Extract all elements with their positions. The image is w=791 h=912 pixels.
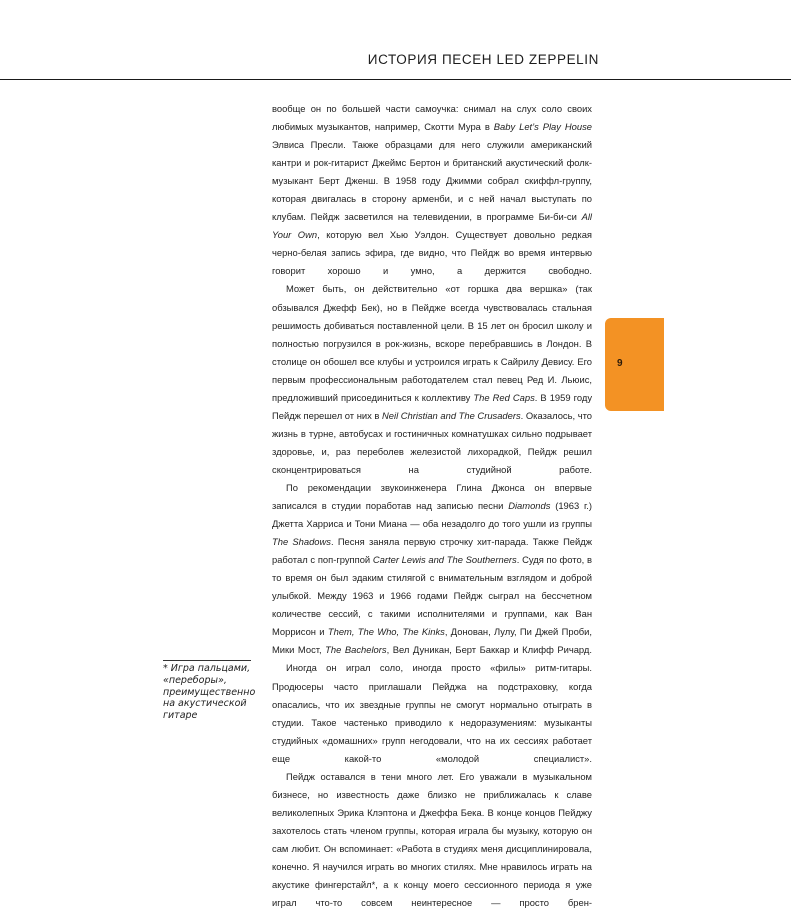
running-head: ИСТОРИЯ ПЕСЕН LED ZEPPELIN [367,52,599,67]
text-run: (1963 г.) Джетта Харриса и Тони Миана — оба незадолго до того ушли из группы [272,500,593,530]
text-run: Может быть, он действительно «от горшка два вершка» (так обзывался Джефф Бек), но в Пейдже всегда чувствовалась стальная решимость добиваться поставленной цели. В 15 лет он бросил школу и полностью погрузился в рок-жизнь, вскоре перебравшись в Лондон. В столице он обошел все клубы и устроился играть к Сайрилу Девису. Его первым профессиональным работодателем стал певец Ред И. Льюис, предложивший присоединиться к коллективу [272,283,592,403]
text-run: Пейдж оставался в тени много лет. Его уважали в музыкальном бизнесе, но известность даже близко не приближалась к славе великолепных Эрика Клэптона и Джеффа Бека. В конце концов Пейджу захотелось стать членом группы, которая играла бы музыку, которую он сам любит. Он вспоминает: «Работа в студиях меня дисциплинировала, конечно. Я научился играть во многих стилях. Мне нравилось играть на акустике фингерстайл*, а к концу моего сессионного периода я уже играл что-то совсем неинтересное — просто брен- [272,770,592,909]
text-run: , Вел Дуникан, Берт Баккар и Клифф Ричард. [386,644,592,656]
band-name: The Red Caps [473,391,535,403]
band-name: Carter Lewis and The Southerners [372,554,517,566]
footnote-rule [163,660,251,661]
text-run: , которую вел Хью Уэлдон. Существует довольно редкая черно-белая запись эфира, где видно, что Пейдж во время интервью говорит хорошо и умно, а держится свободно. [272,229,592,277]
paragraph-2 [272,280,592,479]
text-run: , Донован, Лулу, Пи Джей Проби, Мики Мост, [272,626,592,656]
text-run: По рекомендации звукоинженера Глина Джонса он впервые записался в студии поработав над записью песни [272,481,592,512]
text-run: . В 1959 году Пейдж перешел от них в [272,391,593,421]
footnote: * Игра пальцами, «переборы», преимущественно на акустической гитаре [163,663,256,722]
paragraph-3 [272,479,592,659]
song-title: Diamonds [508,500,551,512]
band-name: The Shadows [272,536,331,548]
text-run: Иногда он играл соло, иногда просто «филы» ритм-гитары. Продюсеры часто приглашали Пейджа на подстраховку, когда опасались, что их звездные группы не смогут нормально отыграть в студии. Такое частенько приводило к недоразумениям: музыканты студийных «домашних» групп негодовали, что на их сессиях работает еще какой-то «молодой специалист». [272,662,592,764]
header-rule [0,79,791,80]
band-name: Them, The Who, The Kinks [327,626,445,638]
page-number-tab [605,318,664,411]
paragraph-5 [272,768,592,912]
paragraph-1 [272,100,592,280]
text-run: вообще он по большей части самоучка: снимал на слух соло своих любимых музыкантов, например, Скотти Мура в [272,103,592,133]
main-text [272,100,592,912]
text-run: . Судя по фото, в то время он был эдаким стилягой с внимательным взглядом и доброй улыбкой. Между 1963 и 1966 годами Пейдж сыграл на бессчетном количестве сессий, с такими исполнителями и группами, как Ван Моррисон и [272,554,592,638]
paragraph-4 [272,659,592,767]
text-run: . Оказалось, что жизнь в турне, автобусах и гостиничных комнатушках сильно подрывает здоровье, и, раз переболев железистой лихорадкой, Пейдж решил сконцентрироваться на студийной работе. [272,409,592,475]
page-number: 9 [617,358,623,369]
show-title: All Your Own [272,211,592,241]
text-run: Элвиса Пресли. Также образцами для него служили американский кантри и рок-гитарист Джеймс Бертон и британский акустический фолк-музыкант Берт Дженш. В 1958 году Джимми собрал скиффл-группу, которая двигалась в сторону арменби, и с ней начал выступать по клубам. Пейдж засветился на телевидении, в программе Би-би-си [272,139,592,223]
band-name: Neil Christian and The Crusaders [382,409,521,421]
song-title: Baby Let’s Play House [493,121,593,133]
text-run: . Песня заняла первую строчку хит-парада. Также Пейдж работал с поп-группой [272,536,592,566]
band-name: The Bachelors [325,644,387,656]
